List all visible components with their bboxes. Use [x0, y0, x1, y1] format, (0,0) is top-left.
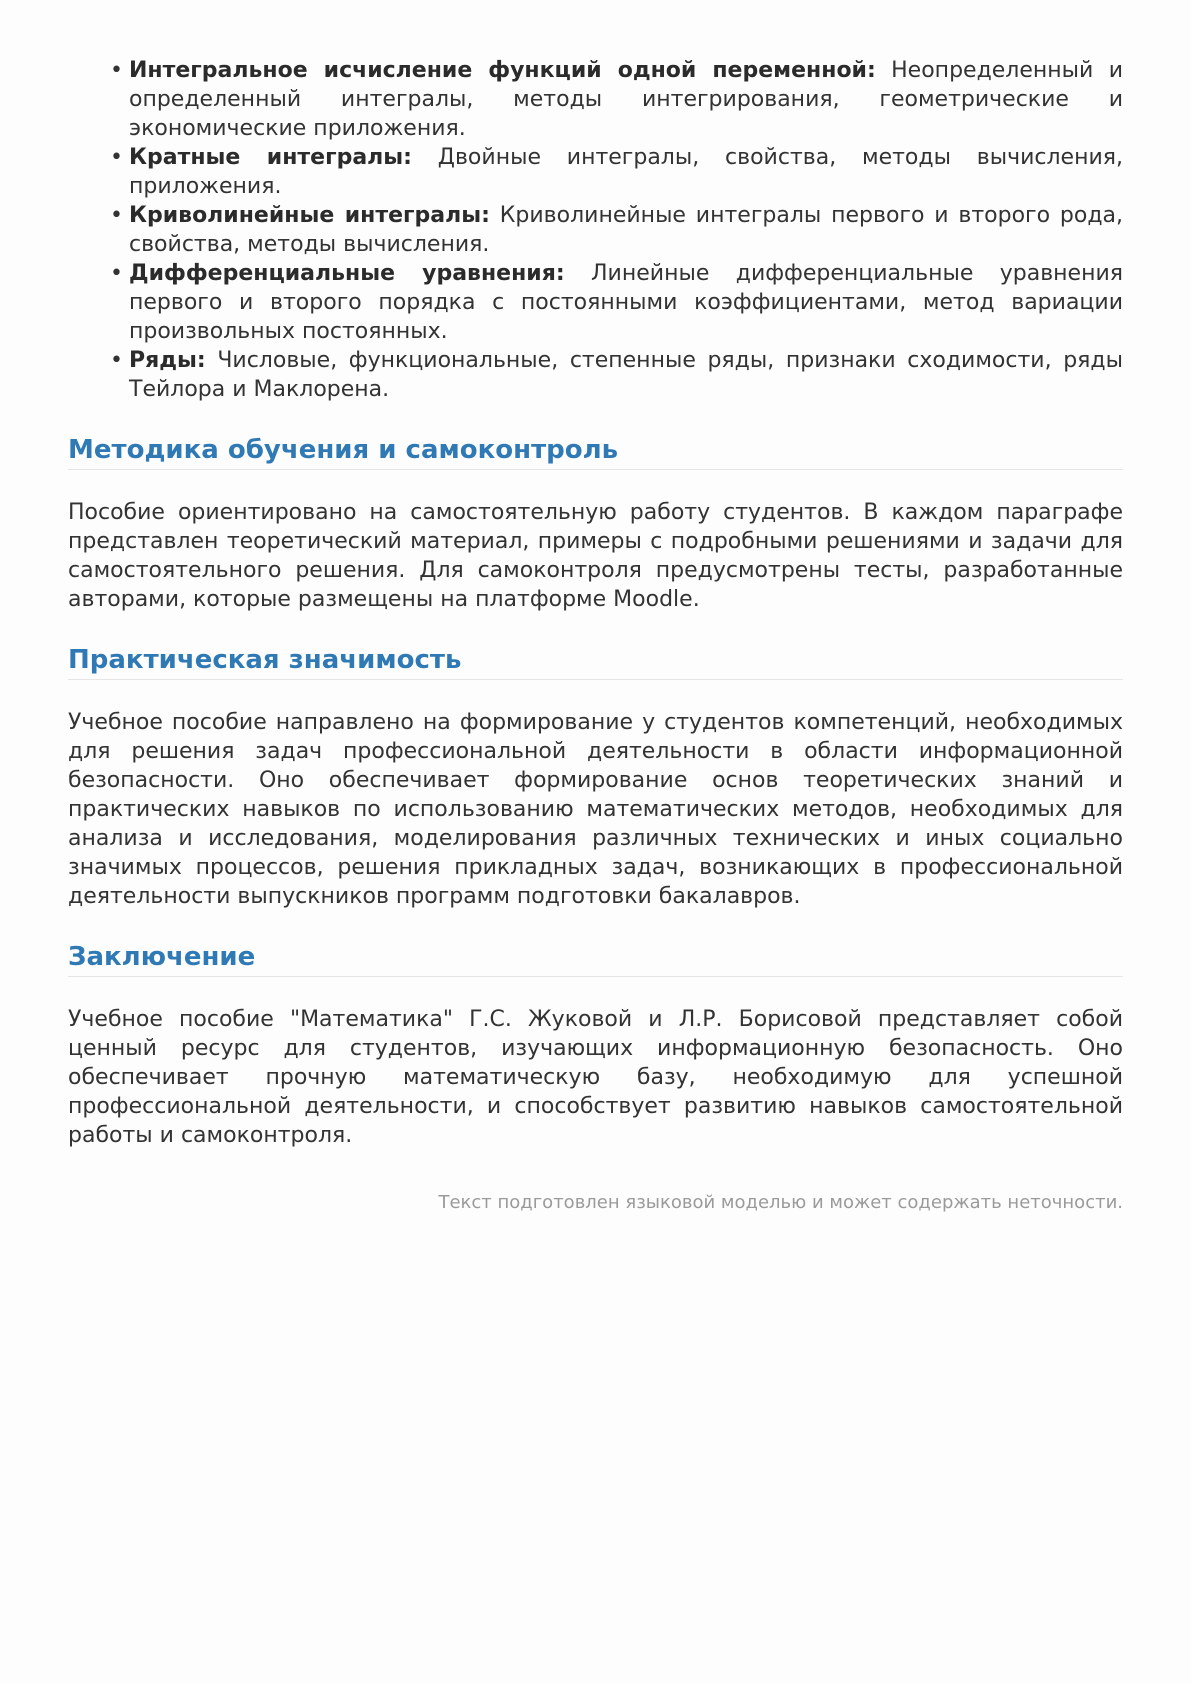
list-item [68, 259, 1123, 346]
section-heading: Заключение [68, 940, 1123, 977]
section-heading: Методика обучения и самоконтроль [68, 433, 1123, 470]
section-conclusion [68, 940, 1123, 1150]
list-item [68, 143, 1123, 201]
topics-list [68, 56, 1123, 404]
section-practical-significance [68, 643, 1123, 911]
section-paragraph: Учебное пособие "Математика" Г.С. Жуковой и Л.Р. Борисовой представляет собой ценный ресурс для студентов, изучающих информационную безопасность. Оно обеспечивает прочную математическую базу, необходимую для успешной профессиональной деятельности, и способствует развитию навыков самостоятельной работы и самоконтроля. [68, 1007, 1123, 1148]
topic-description: Криволинейные интегралы первого и второго рода, свойства, методы вычисления. [129, 203, 1124, 257]
topic-term: Дифференциальные уравнения: [129, 261, 565, 286]
bullet-icon: • [110, 261, 123, 286]
topic-description: Двойные интегралы, свойства, методы вычисления, приложения. [129, 145, 1123, 199]
bullet-icon: • [110, 203, 123, 228]
topic-term: Кратные интегралы: [129, 145, 412, 170]
section-paragraph: Учебное пособие направлено на формирование у студентов компетенций, необходимых для решения задач профессиональной деятельности в области информационной безопасности. Оно обеспечивает формирование основ теоретических знаний и практических навыков по использованию математических методов, необходимых для анализа и исследования, моделирования различных технических и иных социально значимых процессов, решения прикладных задач, возникающих в профессиональной деятельности выпускников программ подготовки бакалавров. [68, 710, 1123, 909]
bullet-icon: • [110, 348, 123, 373]
ai-disclaimer: Текст подготовлен языковой моделью и может содержать неточности. [438, 1192, 1123, 1213]
topic-term: Интегральное исчисление функций одной переменной: [129, 58, 876, 83]
list-item [68, 201, 1123, 259]
list-item [68, 56, 1123, 143]
topic-description: Числовые, функциональные, степенные ряды, признаки сходимости, ряды Тейлора и Маклорена. [129, 348, 1123, 402]
section-heading: Практическая значимость [68, 643, 1123, 680]
bullet-icon: • [110, 58, 123, 83]
topic-description: Линейные дифференциальные уравнения первого и второго порядка с постоянными коэффициентами, метод вариации произвольных постоянных. [129, 261, 1123, 344]
section-paragraph: Пособие ориентировано на самостоятельную работу студентов. В каждом параграфе представлен теоретический материал, примеры с подробными решениями и задачи для самостоятельного решения. Для самоконтроля предусмотрены тесты, разработанные авторами, которые размещены на платформе Moodle. [68, 500, 1123, 612]
topic-description: Неопределенный и определенный интегралы, методы интегрирования, геометрические и экономические приложения. [129, 58, 1123, 141]
list-item [68, 346, 1123, 404]
section-methodology [68, 433, 1123, 614]
topic-term: Ряды: [129, 348, 206, 373]
bullet-icon: • [110, 145, 123, 170]
topic-term: Криволинейные интегралы: [129, 203, 490, 228]
